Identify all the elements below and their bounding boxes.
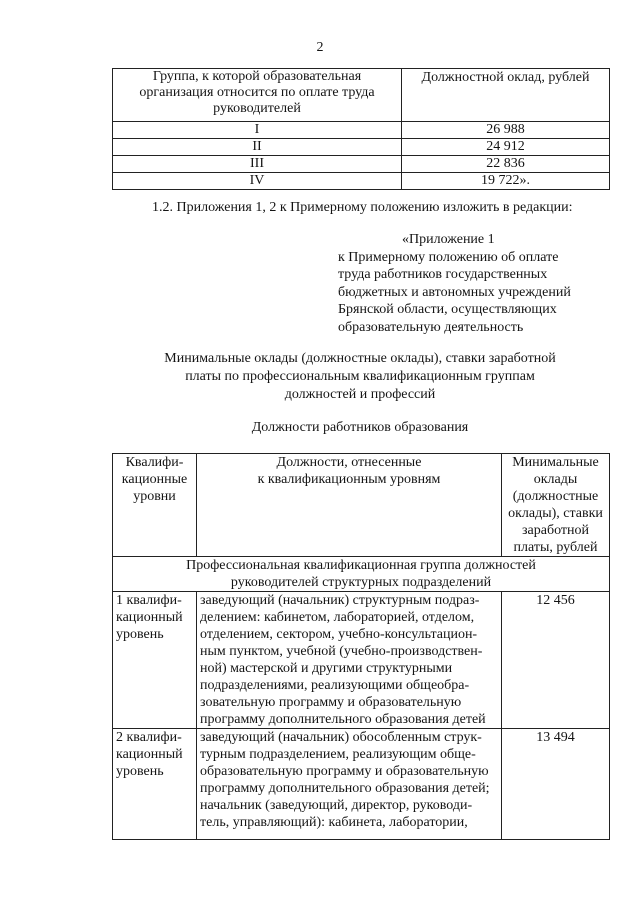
level-cell: 2 квалифи- кационный уровень	[113, 729, 197, 840]
header-levels: Квалифи- кационные уровни	[113, 454, 197, 557]
group-cell: III	[113, 156, 402, 173]
page-number: 2	[316, 40, 324, 55]
header-salary: Должностной оклад, рублей	[402, 69, 610, 122]
appendix-title: «Приложение 1	[402, 232, 495, 247]
table-row	[113, 139, 610, 156]
salary-by-group-table	[112, 68, 610, 190]
group-row	[113, 557, 610, 592]
header-group: Группа, к которой образовательная организация относится по оплате труда руководителей	[113, 69, 402, 122]
salary-cell: 13 494	[502, 729, 610, 840]
table-header-row	[113, 69, 610, 122]
minimum-salaries-table	[112, 453, 610, 840]
salary-cell: 12 456	[502, 592, 610, 729]
positions-cell: заведующий (начальник) обособленным струк- турным подразделением, реализующим обще- образовательную программу и образовательную программу дополнительного образования детей; начальник (заведующий, директор, руководи- тель, управляющий): кабинета, лаборатории,	[197, 729, 502, 840]
salary-cell: 26 988	[402, 122, 610, 139]
header-minimum: Минимальные оклады (должностные оклады), ставки заработной платы, рублей	[502, 454, 610, 557]
table-row	[113, 173, 610, 190]
positions-cell: заведующий (начальник) структурным подраз- делением: кабинетом, лабораторией, отделом, отделением, сектором, учебно-консультацион- ным пунктом, учебной (учебно-производствен- ной) мастерской и другими структурными подразделениями, реализующими общеобра- зовательную программу и образовательную программу дополнительного образования детей	[197, 592, 502, 729]
salary-cell: 22 836	[402, 156, 610, 173]
group-cell: II	[113, 139, 402, 156]
level-cell: 1 квалифи- кационный уровень	[113, 592, 197, 729]
table-row	[113, 592, 610, 729]
group-cell: IV	[113, 173, 402, 190]
table-header-row	[113, 454, 610, 557]
table-row	[113, 156, 610, 173]
header-positions: Должности, отнесенные к квалификационным уровням	[197, 454, 502, 557]
appendix-heading	[338, 231, 608, 336]
appendix-subtitle: к Примерному положению об оплате труда работников государственных бюджетных и автономных учреждений Брянской области, осуществляющих образовательную деятельность	[338, 249, 571, 335]
group-cell: I	[113, 122, 402, 139]
table-row	[113, 729, 610, 840]
group-title: Профессиональная квалификационная группа должностей руководителей структурных подразделений	[113, 557, 610, 592]
section-subtitle: Должности работников образования	[251, 420, 469, 435]
table-row	[113, 122, 610, 139]
salary-cell: 19 722».	[402, 173, 610, 190]
salary-cell: 24 912	[402, 139, 610, 156]
amendment-text: 1.2. Приложения 1, 2 к Примерному положению изложить в редакции:	[152, 200, 573, 215]
document-title: Минимальные оклады (должностные оклады), ставки заработной платы по профессиональным квалификационным группам должностей и профессий	[164, 351, 556, 402]
